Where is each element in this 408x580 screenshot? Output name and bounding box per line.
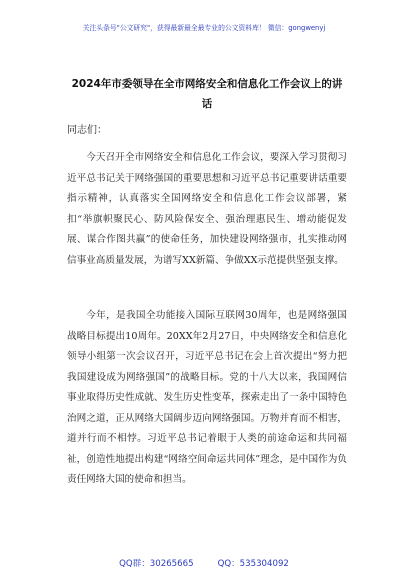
salutation: 同志们： [67, 125, 107, 136]
document-title: 2024年市委领导在全市网络安全和信息化工作会议上的讲话 [71, 78, 343, 110]
footer-qq-group: QQ群：30265665 [119, 559, 194, 569]
paragraph-1: 今天召开全市网络安全和信息化工作会议，要深入学习贯彻习近平总书记关于网络强国的重要思想和习近平总书记重要讲话重要指示精神，认真落实全国网络安全和信息化工作会议部署，紧扣“举旗帜聚民心、防风险保安全、强治理惠民生、增动能促发展、谋合作图共赢”的使命任务，加快建设网络强市，扎实推动网信事业高质量发展，为谱写XX新篇、争做XX示范提供坚强支撑。 [67, 152, 347, 266]
header-promo-note: 关注头条号"公文研究"，获得最新最全最专业的公文资料库！ 微信：gongwenyj [82, 24, 326, 32]
footer-contact [0, 557, 408, 569]
footer-qq: QQ：535304092 [217, 559, 289, 569]
paragraph-2: 今年，是我国全功能接入国际互联网30周年，也是网络强国战略目标提出10周年。20XX年2月27日，中央网络安全和信息化领导小组第一次会议召开，习近平总书记在会上首次提出“努力把我国建设成为网络强国”的战略目标。党的十八大以来，我国网信事业取得历史性成就、发生历史性变革，探索走出了一条中国特色治网之道，正从网络大国阔步迈向网络强国。万物并育而不相害，道并行而不相悖。习近平总书记着眼于人类的前途命运和共同福祉，创造性地提出构建“网络空间命运共同体”理念，是中国作为负责任网络大国的使命和担当。 [67, 310, 347, 485]
